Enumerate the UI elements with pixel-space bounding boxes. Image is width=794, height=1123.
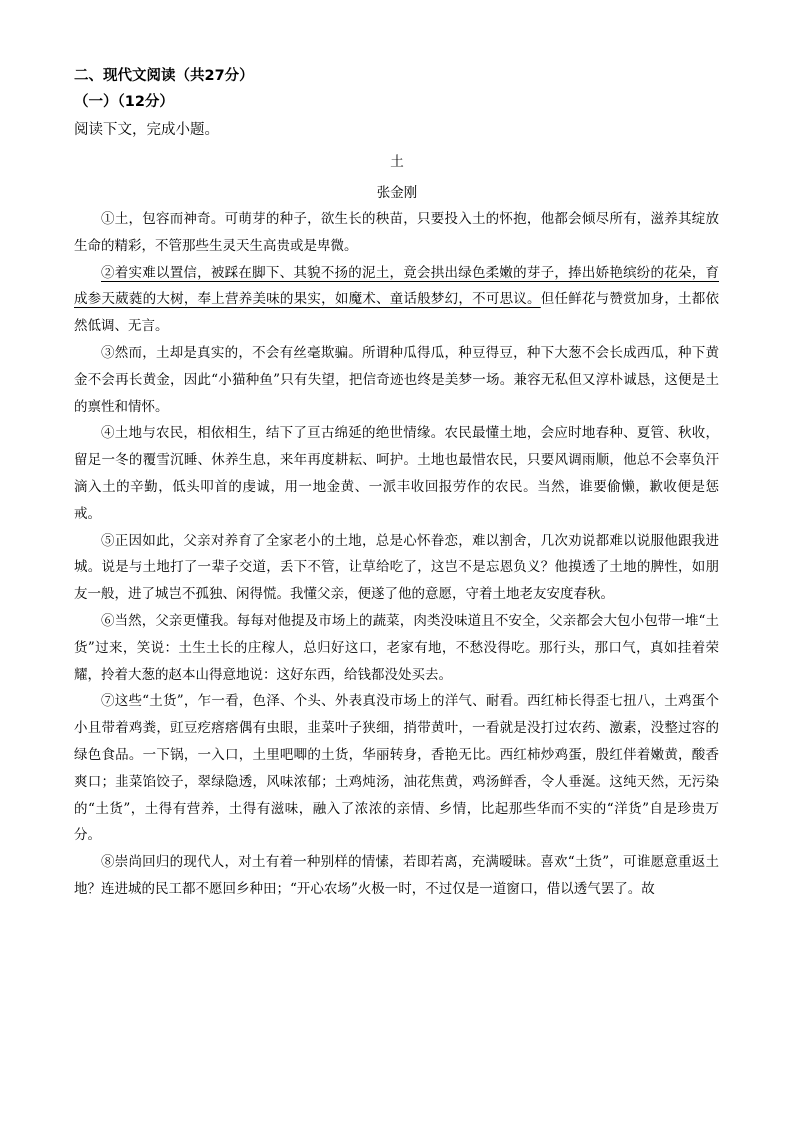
paragraph-5: ⑤正因如此，父亲对养育了全家老小的土地，总是心怀眷恋，难以割舍，几次劝说都难以说服他跟我进城。说是与土地打了一辈子交道，丢下不管，让草给吃了，这岂不是忘恩负义？他摸透了土地的脾性，如朋友一般，进了城岂不孤独、闲得慌。我懂父亲，便遂了他的意愿，守着土地老友安度春秋。 <box>74 532 719 603</box>
instruction-text: 阅读下文，完成小题。 <box>74 122 219 138</box>
article-title: 土 <box>390 154 404 170</box>
article-author: 张金刚 <box>376 185 418 201</box>
paragraph-7: ⑦这些“土货”，乍一看，色泽、个头、外表真没市场上的洋气、耐看。西红柿长得歪七扭八，土鸡蛋个小且带着鸡粪，豇豆疙瘩瘩偶有虫眼，韭菜叶子狭细，捎带黄叶，一看就是没打过农药、激素，没整过容的绿色食品。一下锅，一入口，土里吧唧的土货，华丽转身，香艳无比。西红柿炒鸡蛋，殷红伴着嫩黄，酸香爽口；韭菜馅饺子，翠绿隐透，风味浓郁；土鸡炖汤，油花焦黄，鸡汤鲜香，令人垂涎。这纯天然，无污染的“土货”，土得有营养，土得有滋味，融入了浓浓的亲情、乡情，比起那些华而不实的“洋货”自是珍贵万分。 <box>74 693 719 844</box>
paragraph-3: ③然而，土却是真实的，不会有丝毫欺骗。所谓种瓜得瓜，种豆得豆，种下大葱不会长成西瓜，种下黄金不会再长黄金，因此“小猫种鱼”只有失望，把信奇迹也终是美梦一场。兼容无私但又淳朴诚恳，这便是土的禀性和情怀。 <box>74 344 719 415</box>
section-heading: 二、现代文阅读（共27分） <box>74 68 254 84</box>
underlined-sentence: ②着实难以置信，被踩在脚下、其貌不扬的泥土，竟会拱出绿色柔嫩的芽子，捧出娇艳缤纷的花朵，育成参天葳蕤的大树，奉上营养美味的果实，如魔术、童话般梦幻，不可思议。 <box>74 264 719 308</box>
paragraph-6: ⑥当然，父亲更懂我。每每对他提及市场上的蔬菜，肉类没味道且不安全，父亲都会大包小包带一堆“土货”过来，笑说：土生土长的庄稼人，总归好这口，老家有地，不愁没得吃。那行头，那口气，真如挂着荣耀，拎着大葱的赵本山得意地说：这好东西，给钱都没处买去。 <box>74 612 719 683</box>
paragraph-2-rest: 但任鲜花与赞赏加身，土都依然低调、无言。 <box>74 291 720 335</box>
article-body <box>74 206 719 903</box>
paragraph-2 <box>74 260 719 340</box>
sub-section-heading: （一）（12分） <box>74 94 174 110</box>
paragraph-4: ④土地与农民，相依相生，结下了亘古绵延的绝世情缘。农民最懂土地，会应时地春种、夏管、秋收，留足一冬的覆雪沉睡、休养生息，来年再度耕耘、呵护。土地也最惜农民，只要风调雨顺，他总不会辜负汗滴入土的辛勤，低头叩首的虔诚，用一地金黄、一派丰收回报劳作的农民。当然，谁要偷懒，歉收便是惩戒。 <box>74 425 719 522</box>
paragraph-1: ①土，包容而神奇。可萌芽的种子，欲生长的秧苗，只要投入土的怀抱，他都会倾尽所有，滋养其绽放生命的精彩，不管那些生灵天生高贵或是卑微。 <box>74 211 719 254</box>
paragraph-8: ⑧崇尚回归的现代人，对土有着一种别样的情愫，若即若离，充满暧昧。喜欢“土货”，可谁愿意重返土地？连进城的民工都不愿回乡种田；“开心农场”火极一时，不过仅是一道窗口，借以透气罢了。故 <box>74 854 719 897</box>
